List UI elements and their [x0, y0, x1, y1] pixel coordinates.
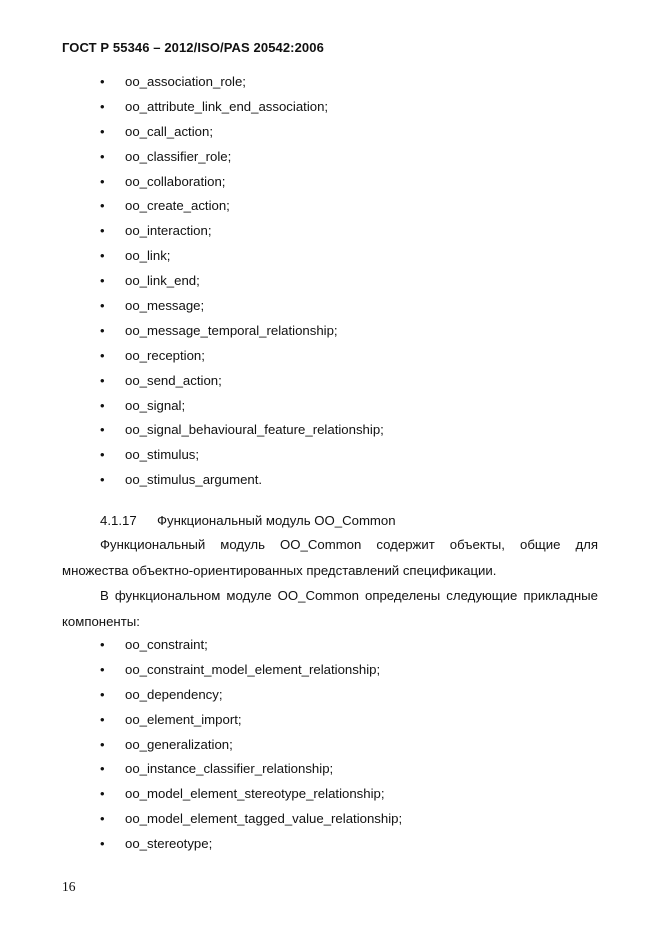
bullet-icon: •: [100, 761, 105, 777]
bullet-icon: •: [100, 372, 105, 388]
bullet-icon: •: [100, 123, 105, 139]
list-item-text: oo_link_end;: [125, 273, 200, 289]
document-header: ГОСТ Р 55346 – 2012/ISO/PAS 20542:2006: [62, 40, 324, 55]
bullet-icon: •: [100, 397, 105, 413]
bullet-icon: •: [100, 661, 105, 677]
list-item-text: oo_model_element_tagged_value_relationship;: [125, 811, 403, 827]
bullet-icon: •: [100, 273, 105, 289]
bullet-icon: •: [100, 447, 105, 463]
bullet-icon: •: [100, 347, 105, 363]
list-item-text: oo_element_import;: [125, 711, 242, 727]
list-item-text: oo_collaboration;: [125, 173, 226, 189]
list-item-text: oo_constraint_model_element_relationship;: [125, 661, 381, 677]
bullet-icon: •: [100, 686, 105, 702]
bullet-icon: •: [100, 836, 105, 852]
bullet-icon: •: [100, 786, 105, 802]
bullet-icon: •: [100, 711, 105, 727]
list-item-text: oo_signal;: [125, 397, 186, 413]
bullet-icon: •: [100, 736, 105, 752]
bullet-icon: •: [100, 472, 105, 488]
bullet-icon: •: [100, 422, 105, 438]
list-item-text: oo_model_element_stereotype_relationship;: [125, 786, 385, 802]
list-item-text: oo_constraint;: [125, 637, 208, 652]
bullet-icon: •: [100, 74, 105, 89]
bullet-icon: •: [100, 198, 105, 214]
page-number: 16: [62, 879, 76, 894]
bullet-icon: •: [100, 173, 105, 189]
list-item-text: oo_link;: [125, 248, 171, 264]
list-item-text: oo_instance_classifier_relationship;: [125, 761, 334, 777]
list-item-text: oo_interaction;: [125, 223, 212, 239]
list-item-text: oo_association_role;: [125, 74, 246, 89]
section-paragraph-2: В функциональном модуле OO_Common определены следующие прикладные компоненты:: [62, 588, 598, 629]
list-item-text: oo_signal_behavioural_feature_relationship;: [125, 422, 384, 438]
bullet-icon: •: [100, 98, 105, 114]
bullet-icon: •: [100, 223, 105, 239]
bullet-icon: •: [100, 248, 105, 264]
list-item-text: oo_stimulus;: [125, 447, 200, 463]
list-item-text: oo_message;: [125, 298, 205, 314]
list-item-text: oo_create_action;: [125, 198, 230, 214]
section-number: 4.1.17: [100, 513, 137, 528]
list-item-text: oo_stimulus_argument.: [125, 472, 263, 488]
list-item-text: oo_send_action;: [125, 372, 222, 388]
list-item-text: oo_attribute_link_end_association;: [125, 98, 329, 114]
list-item-text: oo_generalization;: [125, 736, 233, 752]
bullet-icon: •: [100, 811, 105, 827]
section-title: Функциональный модуль OO_Common: [157, 513, 396, 528]
list-item-text: oo_call_action;: [125, 123, 213, 139]
section-heading: [100, 511, 396, 531]
section-paragraph-1: Функциональный модуль OO_Common содержит объекты, общие для множества объектно-ориентированных представлений спецификации.: [62, 537, 598, 578]
list-item-text: oo_reception;: [125, 347, 205, 363]
bullet-icon: •: [100, 322, 105, 338]
list-item-text: oo_dependency;: [125, 686, 223, 702]
bullet-icon: •: [100, 637, 105, 652]
bullet-icon: •: [100, 148, 105, 164]
list-item-text: oo_stereotype;: [125, 836, 213, 852]
list-item-text: oo_classifier_role;: [125, 148, 232, 164]
bullet-icon: •: [100, 298, 105, 314]
list-item-text: oo_message_temporal_relationship;: [125, 322, 338, 338]
